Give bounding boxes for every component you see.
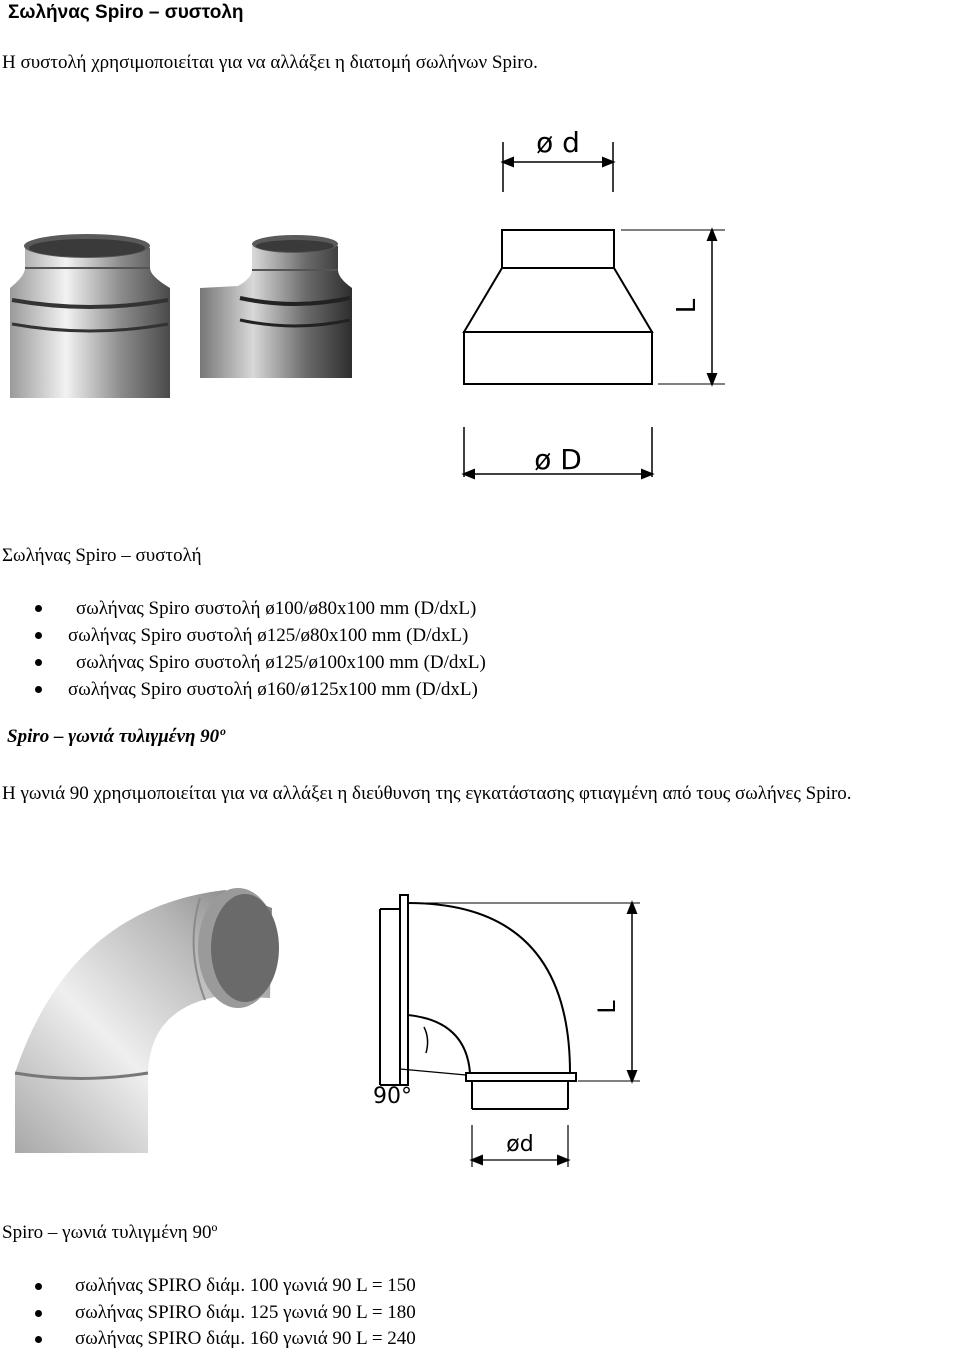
large-diameter-label: ø D — [534, 443, 582, 476]
reducer-intro: Η συστολή χρησιμοποιείται για να αλλάξει η διατομή σωλήνων Spiro. — [2, 52, 538, 73]
reducer-title: Σωλήνας Spiro – συστολη — [8, 2, 244, 23]
list-item: σωλήνας Spiro συστολή ø125/ø80x100 mm (D/dxL) — [0, 622, 486, 649]
reducer-drawing — [455, 112, 725, 482]
reducer-photo — [0, 228, 360, 398]
list-item: σωλήνας SPIRO διάμ. 100 γωνιά 90 L = 150 — [0, 1273, 416, 1300]
list-item: σωλήνας Spiro συστολή ø125/ø100x100 mm (D/dxL) — [0, 649, 486, 676]
elbow-drawing — [340, 885, 640, 1175]
list-item: σωλήνας SPIRO διάμ. 160 γωνιά 90 L = 240 — [0, 1326, 416, 1353]
reducer-left — [10, 234, 170, 398]
elbow-length-label: L — [593, 1000, 621, 1014]
list-item: σωλήνας Spiro συστολή ø100/ø80x100 mm (D/dxL) — [0, 595, 486, 622]
elbow-intro: Η γωνιά 90 χρησιμοποιείται για να αλλάξει η διεύθυνση της εγκατάστασης φτιαγμένη από τους σωλήνες Spiro. — [2, 783, 852, 804]
small-diameter-label: ø d — [536, 126, 580, 159]
elbow-diameter-label: ød — [506, 1132, 534, 1157]
elbow-list — [0, 1273, 416, 1353]
reducer-list — [0, 595, 486, 703]
list-item: σωλήνας SPIRO διάμ. 125 γωνιά 90 L = 180 — [0, 1300, 416, 1327]
reducer-right — [200, 235, 352, 378]
elbow-list-title: Spiro – γωνιά τυλιγμένη 90º — [2, 1222, 218, 1243]
elbow-title: Spiro – γωνιά τυλιγμένη 90º — [7, 726, 225, 747]
elbow-photo — [10, 888, 290, 1158]
length-label: L — [672, 298, 702, 314]
elbow-angle-label: 90° — [373, 1084, 412, 1109]
list-item: σωλήνας Spiro συστολή ø160/ø125x100 mm (D/dxL) — [0, 676, 486, 703]
reducer-list-title: Σωλήνας Spiro – συστολή — [2, 545, 202, 566]
